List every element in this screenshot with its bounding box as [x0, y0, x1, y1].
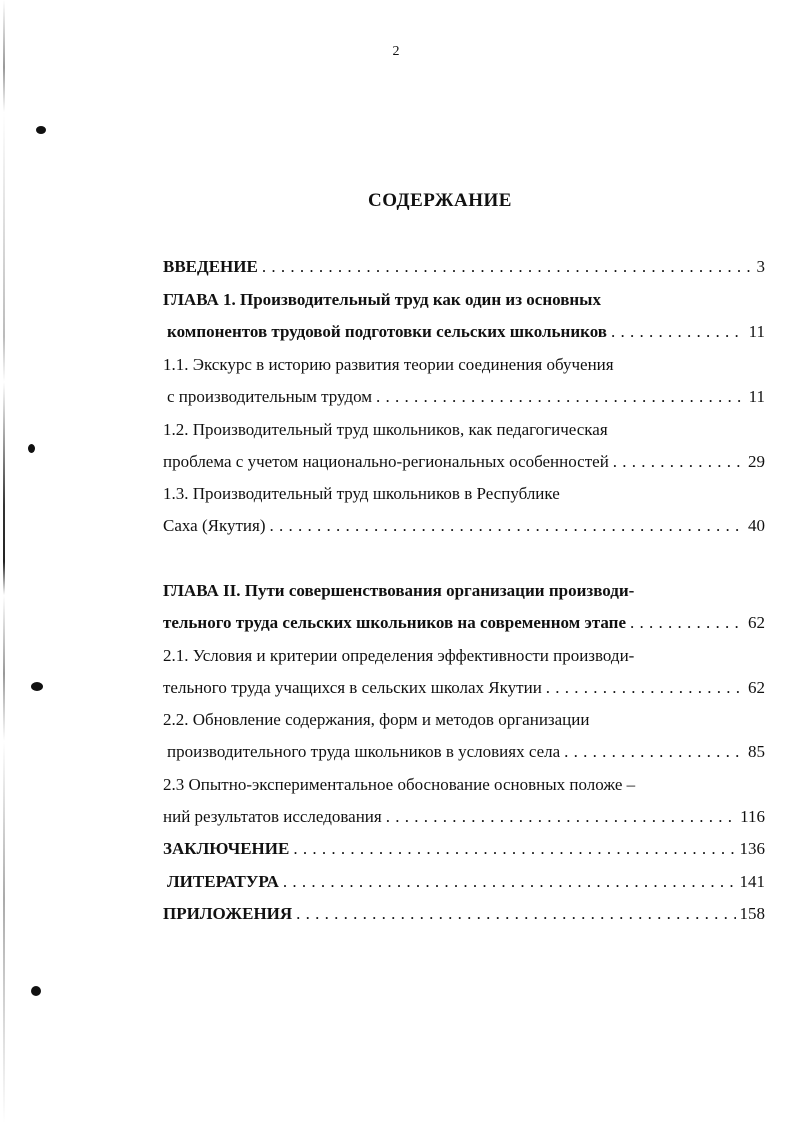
scan-speck [28, 444, 35, 453]
dot-leader [293, 836, 735, 862]
toc-entry-page: 158 [739, 904, 765, 923]
scan-edge-shadow [3, 0, 5, 1123]
toc-entry-text: 2.3 Опытно-экспериментальное обоснование основных положе – [163, 775, 636, 794]
toc-entry-text: ний результатов исследования [163, 807, 382, 826]
toc-entry-page: 11 [748, 387, 765, 406]
toc-entry-page: 40 [748, 516, 765, 535]
scan-speck [31, 986, 41, 996]
toc-entry-1-1-line-2 [163, 384, 765, 410]
toc-entry-2-2-line-2 [163, 739, 765, 765]
dot-leader [630, 610, 744, 636]
toc-entry-page: 3 [756, 257, 765, 276]
toc-entry-2-3-line-2 [163, 804, 765, 830]
toc-entry-1-2-line-2 [163, 449, 765, 475]
dot-leader [283, 869, 736, 895]
toc-entry-text: ВВЕДЕНИЕ [163, 257, 258, 276]
toc-entry-page: 62 [748, 678, 765, 697]
dot-leader [564, 739, 744, 765]
toc-entry-2-3-line-1 [163, 772, 765, 798]
toc-entry-page: 141 [739, 872, 765, 891]
toc-entry-text: ПРИЛОЖЕНИЯ [163, 904, 293, 923]
toc-entry-text: тельного труда сельских школьников на современном этапе [163, 613, 627, 632]
toc-entry-text: 1.3. Производительный труд школьников в Республике [163, 484, 560, 503]
dot-leader [262, 254, 753, 280]
toc-entry-page: 11 [748, 322, 765, 341]
toc-entry-page: 136 [739, 839, 765, 858]
toc-entry-literature [163, 869, 765, 895]
toc-entry-page: 116 [740, 807, 765, 826]
dot-leader [546, 675, 744, 701]
scan-speck [36, 126, 46, 134]
toc-entry-text: проблема с учетом национально-региональных особенностей [163, 452, 609, 471]
toc-entry-chapter-1-line-2 [163, 319, 765, 345]
toc-entry-conclusion [163, 836, 765, 862]
toc-entry-text: ЗАКЛЮЧЕНИЕ [163, 839, 290, 858]
toc-entry-text: 2.2. Обновление содержания, форм и методов организации [163, 710, 590, 729]
toc-entry-text: 2.1. Условия и критерии определения эффективности производи- [163, 646, 635, 665]
dot-leader [296, 901, 735, 927]
toc-entry-1-3-line-1 [163, 481, 765, 507]
toc-entry-chapter-1-line-1 [163, 287, 765, 313]
dot-leader [611, 319, 745, 345]
toc-entry-text: компонентов трудовой подготовки сельских школьников [167, 322, 607, 341]
toc-entry-text: ЛИТЕРАТУРА [167, 872, 279, 891]
dot-leader [376, 384, 745, 410]
toc-entry-text: с производительным трудом [167, 387, 373, 406]
toc-title: СОДЕРЖАНИЕ [368, 190, 512, 211]
dot-leader [269, 513, 744, 539]
toc-entry-text: 1.2. Производительный труд школьников, как педагогическая [163, 420, 608, 439]
toc-entry-1-3-line-2 [163, 513, 765, 539]
toc-entry-text: ГЛАВА II. Пути совершенствования организации производи- [163, 581, 635, 600]
toc-entry-2-2-line-1 [163, 707, 765, 733]
dot-leader [613, 449, 744, 475]
toc-entry-page: 62 [748, 613, 765, 632]
toc-entry-1-2-line-1 [163, 417, 765, 443]
toc-entry-chapter-2-line-2 [163, 610, 765, 636]
toc-entry-page: 85 [748, 742, 765, 761]
toc-entry-text: 1.1. Экскурс в историю развития теории соединения обучения [163, 355, 614, 374]
scan-speck [31, 682, 43, 691]
toc-entry-text: тельного труда учащихся в сельских школах Якутии [163, 678, 542, 697]
toc-entry-2-1-line-2 [163, 675, 765, 701]
toc-entry-text: ГЛАВА 1. Производительный труд как один из основных [163, 290, 601, 309]
page-number: 2 [392, 44, 400, 59]
toc-entry-text: производительного труда школьников в условиях села [167, 742, 561, 761]
dot-leader [386, 804, 736, 830]
toc-entry-text: Саха (Якутия) [163, 516, 266, 535]
toc-entry-page: 29 [748, 452, 765, 471]
toc-entry-introduction [163, 254, 765, 280]
toc-entry-chapter-2-line-1 [163, 578, 765, 604]
toc-entry-2-1-line-1 [163, 643, 765, 669]
toc-entry-1-1-line-1 [163, 352, 765, 378]
toc-entry-appendices [163, 901, 765, 927]
